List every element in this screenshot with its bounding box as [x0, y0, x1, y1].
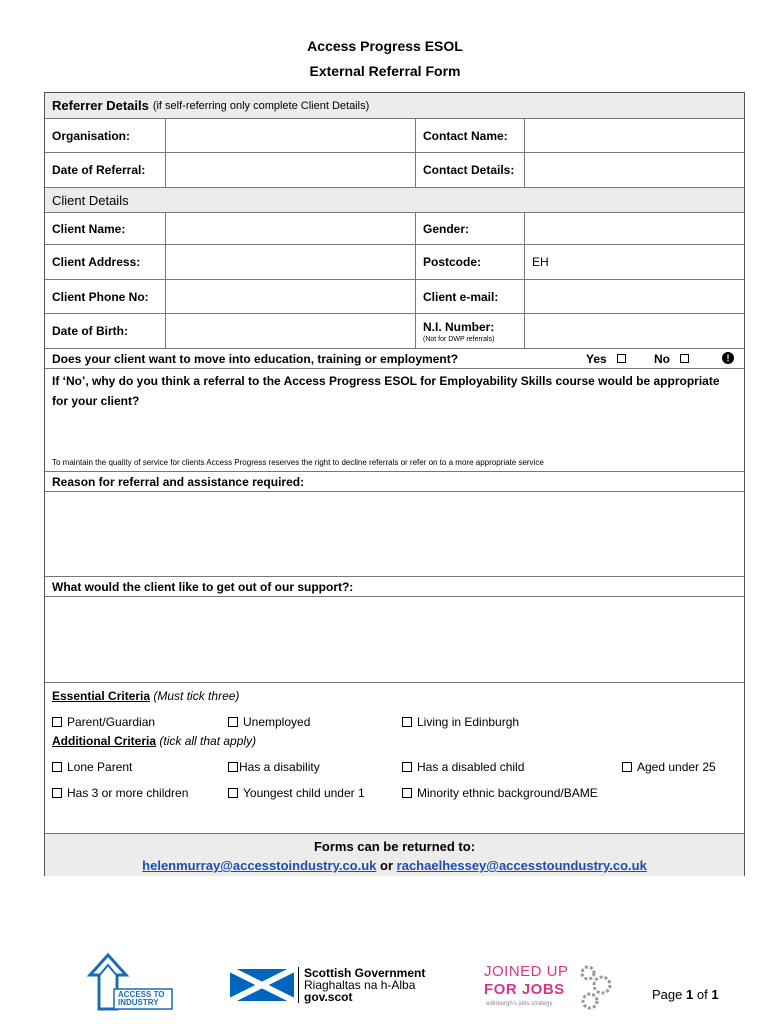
checkbox-icon[interactable] — [402, 717, 412, 727]
checkbox-icon[interactable] — [402, 788, 412, 798]
client-name-row — [45, 213, 744, 245]
scot-line1: Scottish Government — [304, 966, 426, 980]
support-label: What would the client like to get out of our support?: — [52, 580, 354, 594]
return-label: Forms can be returned to: — [313, 839, 476, 854]
or-label: or — [380, 858, 394, 873]
ati-line2: INDUSTRY — [118, 998, 159, 1007]
criteria-youngest-under-1[interactable]: Youngest child under 1 — [228, 786, 365, 800]
gears-icon — [576, 963, 616, 1013]
gender-label: Gender: — [423, 221, 470, 236]
no-checkbox[interactable] — [680, 354, 689, 363]
essential-hint: (Must tick three) — [153, 689, 240, 703]
return-section — [45, 834, 744, 876]
checkbox-icon[interactable] — [228, 717, 238, 727]
page-number: Page 1 of 1 — [652, 987, 719, 1002]
question2-answer-area[interactable] — [45, 413, 744, 453]
dob-label: Date of Birth: — [52, 324, 128, 338]
client-address-row — [45, 245, 744, 280]
no-label: No — [654, 351, 670, 366]
form-title: Access Progress ESOL — [307, 38, 463, 54]
contact-details-field[interactable] — [525, 153, 744, 187]
referrer-note: (if self-referring only complete Client Details) — [152, 99, 370, 112]
referral-form — [44, 92, 745, 876]
additional-criteria-title — [52, 734, 256, 748]
ni-number-label: N.I. Number: — [423, 319, 495, 334]
client-address-field[interactable] — [166, 245, 415, 279]
client-phone-row — [45, 280, 744, 314]
client-header: Client Details — [52, 192, 129, 208]
form-subtitle: External Referral Form — [309, 63, 461, 79]
question1: Does your client want to move into education, training or employment? — [52, 352, 459, 366]
date-referral-row — [45, 153, 744, 188]
client-email-field[interactable] — [525, 280, 744, 313]
contact-name-field[interactable] — [525, 119, 744, 152]
jobs-line2: FOR JOBS — [484, 981, 565, 998]
email-link-helen[interactable]: helenmurray@accesstoindustry.co.uk — [142, 858, 377, 873]
question2-line1: If ‘No’, why do you think a referral to the Access Progress ESOL for Employability Skills course would be appropriate — [52, 374, 720, 388]
jobs-line3: edinburgh's jobs strategy — [486, 1001, 553, 1007]
question1-row — [45, 349, 744, 369]
client-name-label: Client Name: — [52, 221, 126, 236]
essential-title: Essential Criteria — [52, 689, 151, 703]
criteria-3-children[interactable]: Has 3 or more children — [52, 786, 188, 800]
reason-answer-area[interactable] — [45, 492, 744, 577]
dob-row — [45, 314, 744, 349]
footer-logos — [0, 945, 770, 1015]
yes-label: Yes — [586, 351, 607, 366]
client-phone-label: Client Phone No: — [52, 289, 149, 304]
criteria-section — [45, 683, 744, 834]
question2-line2: for your client? — [52, 394, 140, 408]
contact-details-label: Contact Details: — [423, 163, 515, 177]
postcode-label: Postcode: — [423, 255, 482, 269]
criteria-lone-parent[interactable]: Lone Parent — [52, 760, 132, 774]
checkbox-icon[interactable] — [52, 788, 62, 798]
quality-note: To maintain the quality of service for clients Access Progress reserves the right to decline referrals or refer on to a more appropriate service — [52, 458, 544, 467]
client-phone-field[interactable] — [166, 280, 415, 313]
date-referral-label: Date of Referral: — [52, 163, 146, 177]
question2-row — [45, 369, 744, 472]
scot-line2: Riaghaltas na h-Alba — [304, 978, 416, 992]
additional-hint: (tick all that apply) — [159, 734, 257, 748]
criteria-parent-guardian[interactable]: Parent/Guardian — [52, 715, 155, 729]
checkbox-icon[interactable] — [402, 762, 412, 772]
checkbox-icon[interactable] — [228, 762, 238, 772]
criteria-has-disability[interactable]: Has a disability — [228, 760, 320, 774]
referrer-header-row — [45, 93, 744, 119]
gender-field[interactable] — [525, 213, 744, 244]
additional-title: Additional Criteria — [52, 734, 157, 748]
checkbox-icon[interactable] — [622, 762, 632, 772]
criteria-disabled-child[interactable]: Has a disabled child — [402, 760, 524, 774]
checkbox-icon[interactable] — [52, 717, 62, 727]
essential-criteria-title — [52, 689, 239, 703]
criteria-living-edinburgh[interactable]: Living in Edinburgh — [402, 715, 519, 729]
email-link-rachael[interactable]: rachaelhessey@accesstoundustry.co.uk — [396, 858, 647, 873]
postcode-field[interactable]: EH — [532, 255, 549, 269]
reason-label-row — [45, 472, 744, 492]
access-to-industry-logo — [86, 951, 176, 1011]
criteria-unemployed[interactable]: Unemployed — [228, 715, 310, 729]
client-name-field[interactable] — [166, 213, 415, 244]
criteria-aged-under-25[interactable]: Aged under 25 — [622, 760, 716, 774]
ni-number-field[interactable] — [525, 314, 744, 348]
date-referral-field[interactable] — [166, 153, 415, 187]
ni-number-cell — [416, 314, 524, 348]
client-address-label: Client Address: — [52, 255, 141, 269]
scot-line3: gov.scot — [304, 990, 353, 1004]
reason-label: Reason for referral and assistance required: — [52, 475, 305, 489]
scottish-government-logo — [230, 967, 450, 1007]
client-email-label: Client e-mail: — [423, 289, 499, 304]
contact-name-label: Contact Name: — [423, 128, 508, 143]
organisation-row — [45, 119, 744, 153]
yes-checkbox[interactable] — [617, 354, 626, 363]
dob-field[interactable] — [166, 314, 415, 348]
support-label-row — [45, 577, 744, 597]
ni-note: (Not for DWP referrals) — [423, 335, 495, 343]
saltire-flag-icon — [230, 969, 294, 1001]
referrer-header: Referrer Details — [52, 98, 149, 113]
criteria-minority-ethnic[interactable]: Minority ethnic background/BAME — [402, 786, 598, 800]
joined-up-for-jobs-logo — [484, 963, 614, 1013]
organisation-field[interactable] — [166, 119, 415, 152]
checkbox-icon[interactable] — [228, 788, 238, 798]
client-header-row — [45, 188, 744, 213]
ati-line1: ACCESS TO — [118, 990, 165, 999]
info-icon: ! — [722, 352, 734, 364]
jobs-line1: JOINED UP — [484, 963, 569, 980]
organisation-label: Organisation: — [52, 128, 131, 143]
checkbox-icon[interactable] — [52, 762, 62, 772]
support-answer-area[interactable] — [45, 597, 744, 683]
